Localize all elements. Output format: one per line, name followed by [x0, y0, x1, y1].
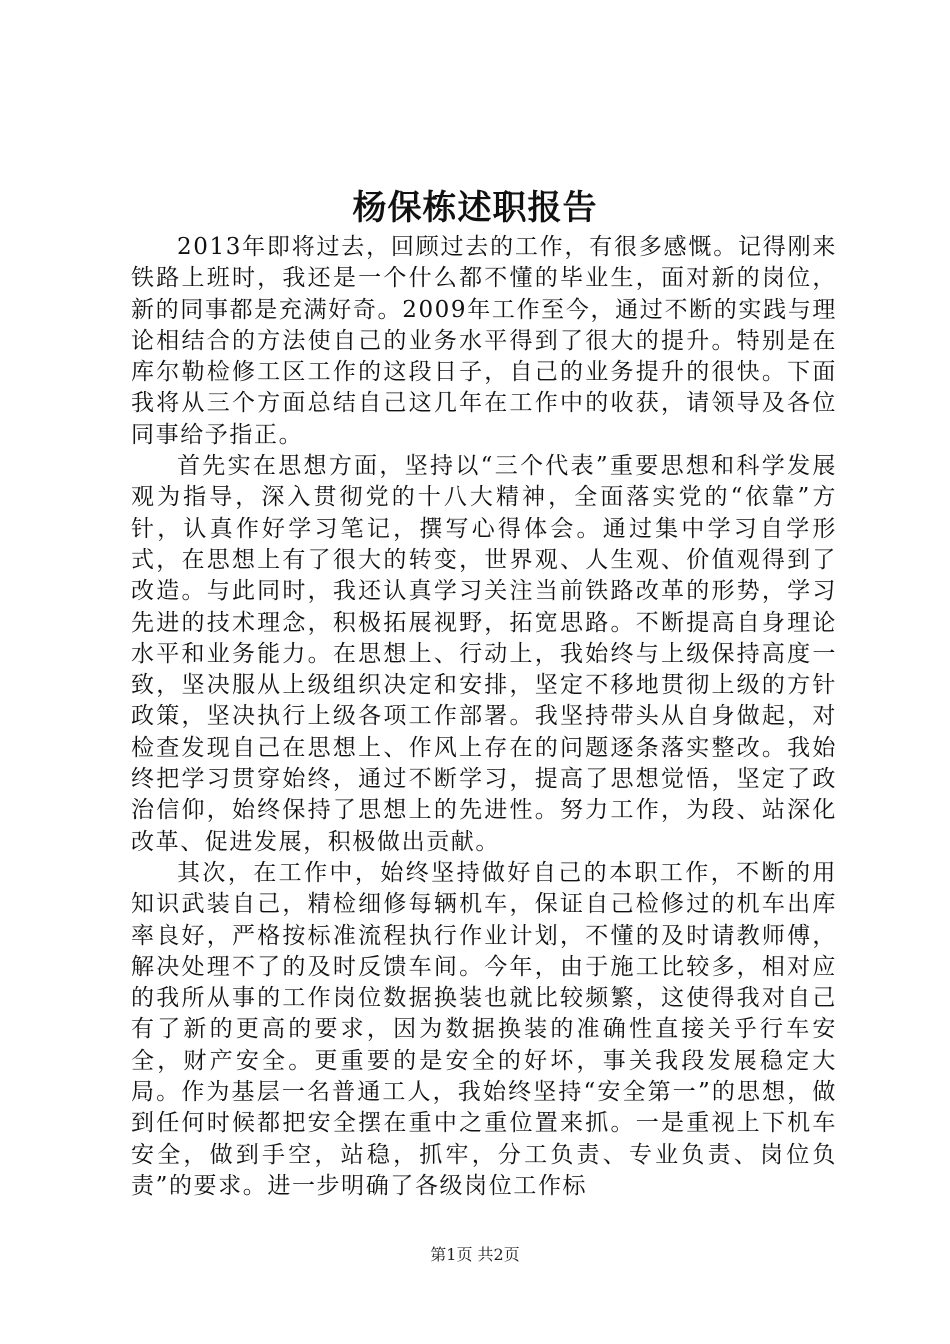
paragraph-intro: 2013年即将过去，回顾过去的工作，有很多感慨。记得刚来铁路上班时，我还是一个什么都不懂的毕业生，面对新的岗位，新的同事都是充满好奇。2009年工作至今，通过不断的实践与理论相结合的方法使自己的业务水平得到了很大的提升。特别是在库尔勒检修工区工作的这段日子，自己的业务提升的很快。下面我将从三个方面总结自己这几年在工作中的收获，请领导及各位同事给予指正。 — [131, 234, 837, 448]
page-number-footer: 第1页 共2页 — [430, 1245, 520, 1264]
document-title: 杨保栋述职报告 — [352, 188, 598, 228]
paragraph-ideology: 首先实在思想方面，坚持以“三个代表”重要思想和科学发展观为指导，深入贯彻党的十八大精神，全面落实党的“依靠”方针，认真作好学习笔记，撰写心得体会。通过集中学习自学形式，在思想上有了很大的转变，世界观、人生观、价值观得到了改造。与此同时，我还认真学习关注当前铁路改革的形势，学习先进的技术理念，积极拓展视野，拓宽思路。不断提高自身理论水平和业务能力。在思想上、行动上，我始终与上级保持高度一致，坚决服从上级组织决定和安排，坚定不移地贯彻上级的方针政策，坚决执行上级各项工作部署。我坚持带头从自身做起，对检查发现自己在思想上、作风上存在的问题逐条落实整改。我始终把学习贯穿始终，通过不断学习，提高了思想觉悟，坚定了政治信仰，始终保持了思想上的先进性。努力工作，为段、站深化改革、促进发展，积极做出贡献。 — [131, 453, 837, 855]
document-body — [131, 232, 837, 1202]
paragraph-work: 其次，在工作中，始终坚持做好自己的本职工作，不断的用知识武装自己，精检细修每辆机车，保证自己检修过的机车出库率良好，严格按标准流程执行作业计划，不懂的及时请教师傅，解决处理不了的及时反馈车间。今年，由于施工比较多，相对应的我所从事的工作岗位数据换装也就比较频繁，这使得我对自己有了新的更高的要求，因为数据换装的准确性直接关乎行车安全，财产安全。更重要的是安全的好坏，事关我段发展稳定大局。作为基层一名普通工人，我始终坚持“安全第一”的思想，做到任何时候都把安全摆在重中之重位置来抓。一是重视上下机车安全，做到手空，站稳，抓牢，分工负责、专业负责、岗位负责”的要求。进一步明确了各级岗位工作标 — [131, 859, 837, 1199]
